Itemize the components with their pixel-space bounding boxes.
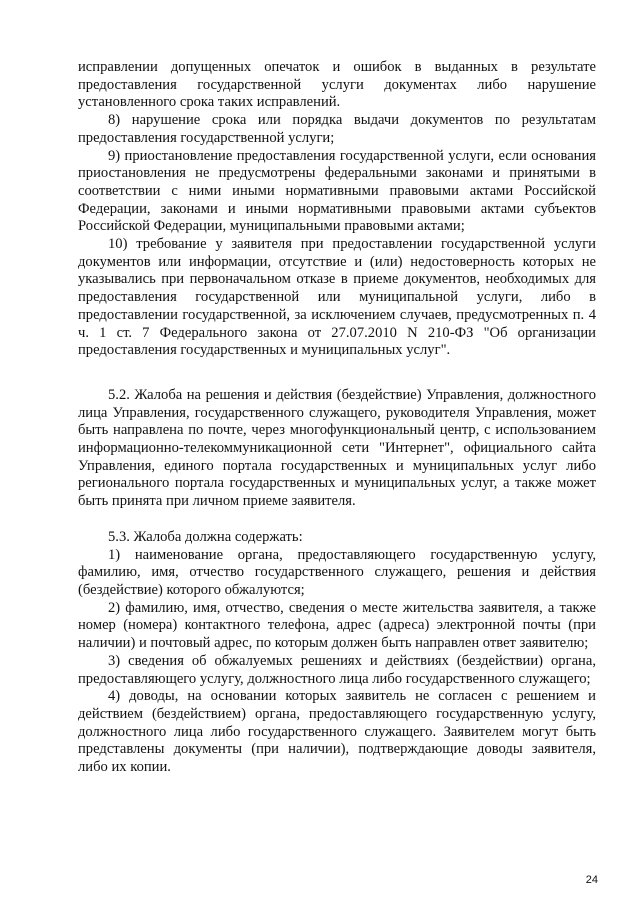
document-page [78, 59, 596, 777]
spacer [78, 360, 596, 387]
list-item-9: 9) приостановление предоставления государственной услуги, если основания приостановления не предусмотрены федеральными законами и принятыми в соответствии с ними иными нормативными правовыми актами Российской Федерации, законами и иными нормативными правовыми актами субъектов Российской Федерации, муниципальными правовыми актами; [78, 147, 596, 235]
section-5-3-item-2: 2) фамилию, имя, отчество, сведения о месте жительства заявителя, а также номер (номера) контактного телефона, адрес (адреса) электронной почты (при наличии) и почтовый адрес, по которым должен быть направлен ответ заявителю; [78, 599, 596, 652]
section-5-3-heading: 5.3. Жалоба должна содержать: [108, 528, 303, 545]
spacer [78, 511, 596, 529]
section-5-3-item-3: 3) сведения об обжалуемых решениях и действиях (бездействии) органа, предоставляющего услугу, должностного лица либо государственного служащего; [78, 652, 596, 687]
paragraph-continuation: исправлении допущенных опечаток и ошибок в выданных в результате предоставления государственной услуги документах либо нарушение установленного срока таких исправлений. [78, 59, 596, 111]
list-item-10: 10) требование у заявителя при предоставлении государственной услуги документов или информации, отсутствие и (или) недостоверность которых не указывались при первоначальном отказе в приеме документов, необходимых для предоставления государственной или муниципальной услуги, либо в предоставлении государственной, за исключением случаев, предусмотренных п. 4 ч. 1 ст. 7 Федерального закона от 27.07.2010 N 210-ФЗ "Об организации предоставления государственных и муниципальных услуг". [78, 236, 596, 359]
section-5-3-item-4: 4) доводы, на основании которых заявитель не согласен с решением и действием (бездействием) органа, предоставляющего государственную услугу, должностного лица либо государственного служащего. Заявителем могут быть представлены документы (при наличии), подтверждающие доводы заявителя, либо их копии. [78, 688, 596, 776]
section-5-2-paragraph: 5.2. Жалоба на решения и действия (бездействие) Управления, должностного лица Управления, государственного служащего, руководителя Управления, может быть направлена по почте, через многофункциональный центр, с использованием информационно-телекоммуникационной сети "Интернет", официального сайта Управления, единого портала государственных и муниципальных услуг либо регионального портала государственных и муниципальных услуг, а также может быть принята при личном приеме заявителя. [78, 386, 596, 510]
list-item-8: 8) нарушение срока или порядка выдачи документов по результатам предоставления государственной услуги; [78, 112, 596, 146]
page-number: 24 [585, 874, 598, 886]
section-5-3-item-1: 1) наименование органа, предоставляющего государственную услугу, фамилию, имя, отчество государственного служащего, решения и действия (бездействие) которого обжалуются; [78, 546, 596, 598]
